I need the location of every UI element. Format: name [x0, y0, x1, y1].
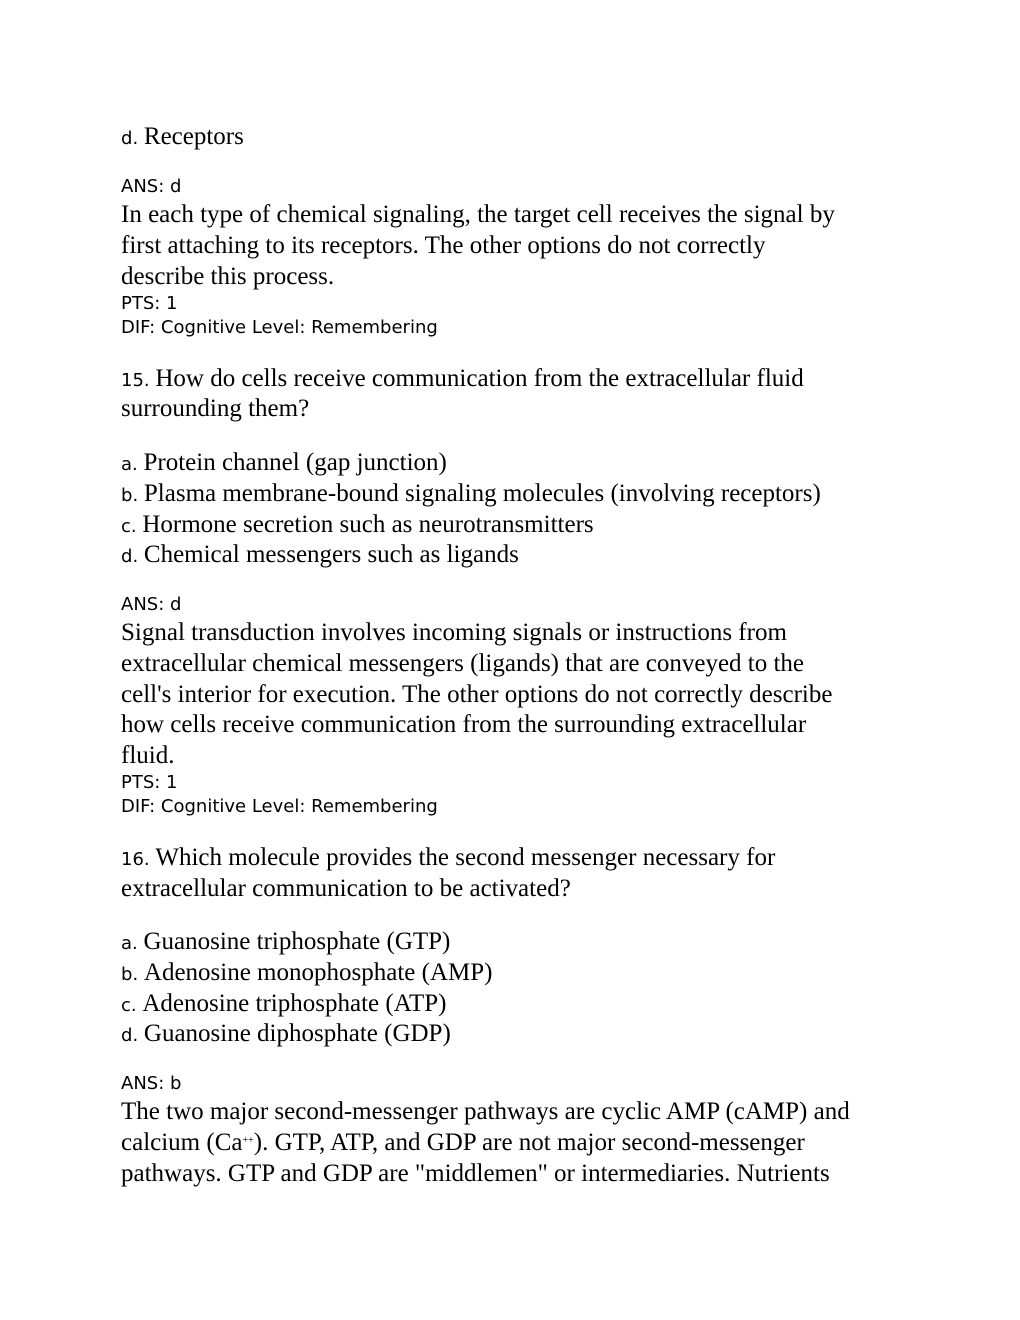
q15-rationale-line: fluid.: [121, 742, 175, 769]
option-letter: d: [121, 128, 133, 149]
q15-question: 15. How do cells receive communication from the extracellular fluid: [121, 365, 804, 392]
q16-question-cont: extracellular communication to be activated?: [121, 875, 571, 902]
q15-rationale-line: how cells receive communication from the surrounding extracellular: [121, 711, 807, 738]
q14-points: PTS: 1: [121, 293, 178, 314]
q15-rationale-line: cell's interior for execution. The other options do not correctly describe: [121, 681, 833, 708]
q15-rationale-line: extracellular chemical messengers (ligands) that are conveyed to the: [121, 650, 805, 677]
q14-answer-label: ANS: d: [121, 176, 182, 197]
q14-option-d: d. Receptors: [121, 123, 244, 150]
q16-rationale-line: calcium (Ca++). GTP, ATP, and GDP are not major second-messenger: [121, 1129, 805, 1156]
question-number: 16: [121, 849, 144, 870]
question-text: How do cells receive communication from the extracellular fluid: [155, 365, 804, 392]
option-text: Receptors: [143, 123, 244, 150]
q15-question-cont: surrounding them?: [121, 395, 310, 422]
q15-option-a: a. Protein channel (gap junction): [121, 449, 447, 476]
q15-rationale-line: Signal transduction involves incoming signals or instructions from: [121, 619, 787, 646]
q15-option-c: c. Hormone secretion such as neurotransmitters: [121, 511, 594, 538]
q16-option-a: a. Guanosine triphosphate (GTP): [121, 928, 451, 955]
q15-option-d: d. Chemical messengers such as ligands: [121, 541, 519, 568]
q14-rationale-line: describe this process.: [121, 263, 335, 290]
q16-rationale-line: pathways. GTP and GDP are "middlemen" or intermediaries. Nutrients: [121, 1160, 830, 1187]
q16-question: 16. Which molecule provides the second messenger necessary for: [121, 844, 776, 871]
q15-answer-label: ANS: d: [121, 594, 182, 615]
superscript-charge: ++: [242, 1135, 254, 1146]
q15-option-b: b. Plasma membrane-bound signaling molecules (involving receptors): [121, 480, 821, 507]
q16-rationale-line: The two major second-messenger pathways are cyclic AMP (cAMP) and: [121, 1098, 850, 1125]
q16-option-c: c. Adenosine triphosphate (ATP): [121, 990, 447, 1017]
q15-difficulty: DIF: Cognitive Level: Remembering: [121, 796, 438, 817]
q16-answer-label: ANS: b: [121, 1073, 182, 1094]
q16-option-d: d. Guanosine diphosphate (GDP): [121, 1020, 451, 1047]
question-text: Which molecule provides the second messenger necessary for: [155, 844, 776, 871]
question-number: 15: [121, 370, 144, 391]
q14-rationale-line: first attaching to its receptors. The other options do not correctly: [121, 232, 766, 259]
q14-difficulty: DIF: Cognitive Level: Remembering: [121, 317, 438, 338]
q16-option-b: b. Adenosine monophosphate (AMP): [121, 959, 493, 986]
q14-rationale-line: In each type of chemical signaling, the target cell receives the signal by: [121, 201, 835, 228]
q15-points: PTS: 1: [121, 772, 178, 793]
